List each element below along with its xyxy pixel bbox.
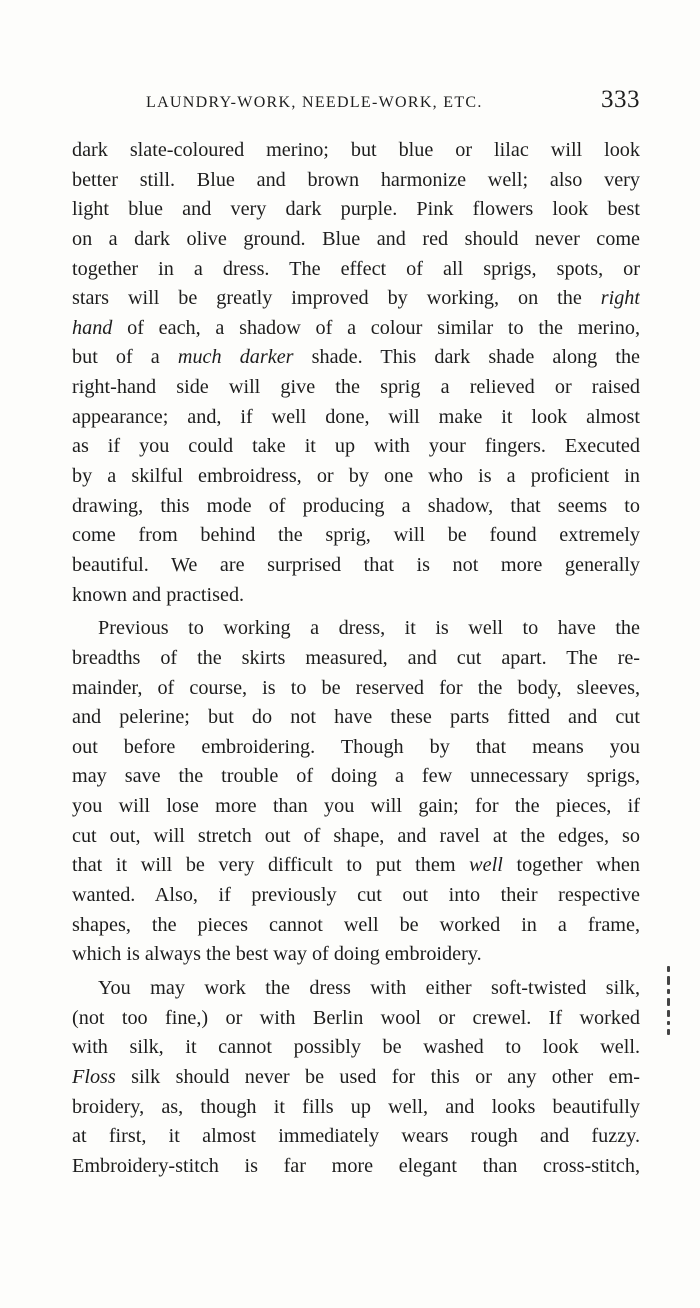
text-line: you will lose more than you will gain; for the pieces, if (72, 795, 640, 818)
text-line: with silk, it cannot possibly be washed to look well. (72, 1036, 640, 1059)
text-line: Previous to working a dress, it is well to have the (98, 617, 640, 640)
text-line: mainder, of course, is to be reserved for the body, sleeves, (72, 676, 640, 699)
text-line: shapes, the pieces cannot well be worked in a frame, (72, 913, 640, 936)
text-line: right-hand side will give the sprig a relieved or raised (72, 376, 640, 399)
text-line (72, 851, 640, 881)
text-line: dark slate-coloured merino; but blue or lilac will look (72, 139, 640, 161)
italic-run: much darker (177, 346, 294, 369)
text-line: which is always the best way of doing embroidery. (72, 943, 482, 966)
text-run: together when (502, 854, 640, 877)
italic-run: hand (72, 316, 113, 339)
paragraph (72, 136, 640, 610)
text-line (72, 314, 640, 344)
text-run: of each, a shadow of a colour similar to the merino, (112, 316, 640, 339)
text-line (72, 343, 640, 373)
text-line: known and practised. (72, 583, 245, 606)
text-line: wanted. Also, if previously cut out into their respective (72, 884, 640, 907)
text-line: drawing, this mode of producing a shadow, that seems to (72, 494, 640, 517)
text-line: (not too fine,) or with Berlin wool or crewel. If worked (72, 1006, 640, 1029)
text-line: may save the trouble of doing a few unnecessary sprigs, (72, 765, 640, 788)
page-number: 333 (601, 86, 640, 113)
text-line: by a skilful embroidress, or by one who is a proficient in (72, 465, 640, 488)
body-text (72, 136, 640, 1181)
text-line: beautiful. We are surprised that is not more generally (72, 553, 640, 576)
text-line: better still. Blue and brown harmonize well; also very (72, 168, 640, 191)
text-line: cut out, will stretch out of shape, and ravel at the edges, so (72, 824, 640, 847)
paragraph (72, 974, 640, 1181)
italic-run: right (600, 287, 640, 310)
text-line: out before embroidering. Though by that means you (72, 735, 640, 758)
text-line: appearance; and, if well done, will make it look almost (72, 405, 640, 428)
text-line: light blue and very dark purple. Pink flowers look best (72, 198, 640, 221)
text-run: but of a (72, 346, 178, 369)
text-line: and pelerine; but do not have these parts fitted and cut (72, 706, 640, 729)
text-line: come from behind the sprig, will be found extremely (72, 524, 640, 547)
text-line: Embroidery-stitch is far more elegant than cross-stitch, (72, 1154, 640, 1177)
paragraph (72, 614, 640, 970)
margin-ink-marks (662, 966, 674, 1048)
text-line: on a dark olive ground. Blue and red should never come (72, 227, 640, 250)
text-line: as if you could take it up with your fingers. Executed (72, 435, 640, 458)
text-run: that it will be very difficult to put them (72, 854, 470, 877)
text-run: stars will be greatly improved by working, on the (72, 287, 601, 310)
text-line: breadths of the skirts measured, and cut apart. The re- (72, 646, 640, 669)
italic-run: Floss (72, 1065, 116, 1088)
text-line: at first, it almost immediately wears rough and fuzzy. (72, 1125, 640, 1148)
text-line (72, 284, 640, 314)
running-head (72, 86, 640, 120)
text-line (72, 1063, 640, 1093)
text-run: silk should never be used for this or any other em- (115, 1065, 640, 1088)
text-line: You may work the dress with either soft-twisted silk, (98, 976, 640, 999)
text-run: shade. This dark shade along the (293, 346, 640, 369)
running-title: LAUNDRY-WORK, NEEDLE-WORK, ETC. (146, 94, 483, 111)
text-line: together in a dress. The effect of all sprigs, spots, or (72, 257, 640, 280)
text-line: broidery, as, though it fills up well, and looks beautifully (72, 1095, 640, 1118)
italic-run: well (469, 854, 503, 877)
